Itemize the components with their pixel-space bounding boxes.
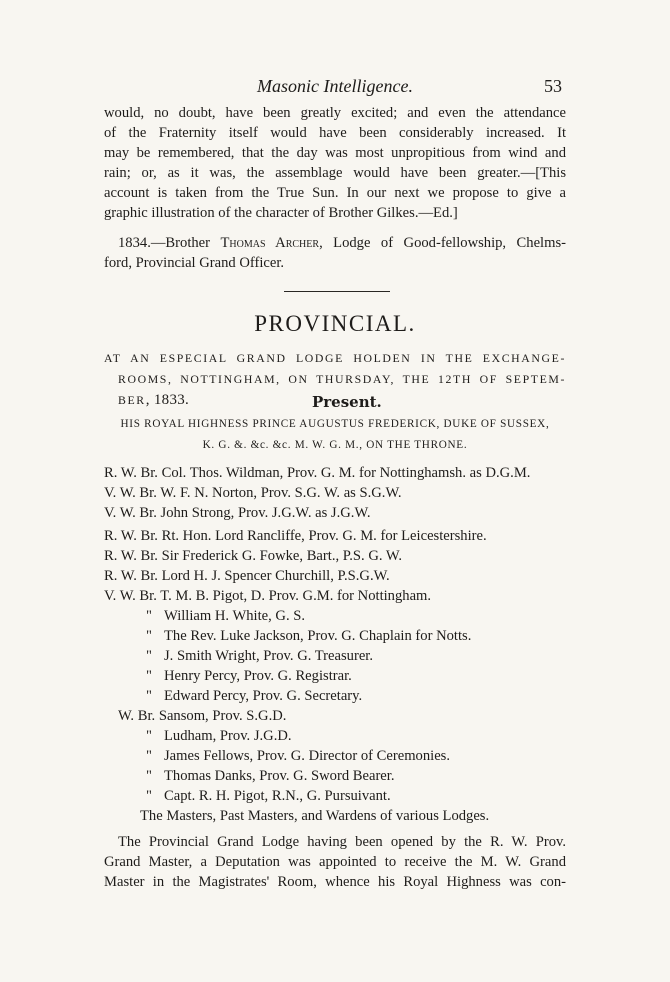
attendee-row — [140, 806, 489, 826]
subheading-line: ROOMS, NOTTINGHAM, ON THURSDAY, THE 12TH OF SEPTEM- — [118, 372, 566, 386]
subheading-month: BER — [118, 393, 146, 407]
attendee-text: Sir Frederick G. Fowke, Bart., P.S. G. W. — [161, 548, 402, 564]
attendee-row — [104, 566, 390, 586]
attendee-text: Edward Percy, Prov. G. Secretary. — [164, 688, 363, 704]
present-label: Present. — [312, 393, 382, 411]
ditto-mark: " — [146, 688, 152, 704]
attendee-row — [104, 546, 402, 566]
page-number: 53 — [544, 76, 562, 96]
ditto-mark: " — [146, 748, 152, 764]
attendee-row — [134, 766, 395, 786]
text-line: Master in the Magistrates' Room, whence his Royal Highness was con- — [104, 874, 566, 890]
closing-paragraph — [104, 832, 566, 892]
text-line — [104, 233, 566, 253]
attendee-text: William H. White, G. S. — [164, 608, 306, 624]
attendee-prefix: V. W. Br. — [104, 505, 157, 521]
attendee-row — [134, 606, 305, 626]
subheading-year: , 1833. — [145, 392, 190, 408]
section-title: PROVINCIAL. — [254, 311, 416, 336]
attendee-row — [104, 463, 530, 483]
attendee-row — [134, 646, 373, 666]
ditto-mark: " — [146, 608, 152, 624]
text-line: may be remembered, that the day was most unpropitious from wind and — [104, 145, 566, 161]
attendee-row — [134, 626, 471, 646]
section-divider — [284, 291, 390, 292]
obituary-prefix: 1834.—Brother — [118, 235, 221, 251]
attendee-text: Lord H. J. Spencer Churchill, P.S.G.W. — [161, 568, 390, 584]
attendee-text: The Rev. Luke Jackson, Prov. G. Chaplain for Notts. — [164, 628, 472, 644]
attendee-text: Henry Percy, Prov. G. Registrar. — [164, 668, 352, 684]
attendee-row — [134, 746, 450, 766]
attendee-prefix: R. W. Br. — [104, 568, 158, 584]
attendee-prefix: V. W. Br. — [104, 588, 157, 604]
text-line: account is taken from the True Sun. In our next we propose to give a — [104, 185, 566, 201]
attendee-text: Thomas Danks, Prov. G. Sword Bearer. — [164, 768, 395, 784]
attendee-text: Sansom, Prov. S.G.D. — [158, 708, 287, 724]
obituary-name: Thomas Archer — [220, 235, 320, 251]
attendee-text: Capt. R. H. Pigot, R.N., G. Pursuivant. — [164, 788, 391, 804]
attendee-row — [134, 726, 292, 746]
attendee-row — [134, 786, 391, 806]
ditto-mark: " — [146, 788, 152, 804]
attendee-text: J. Smith Wright, Prov. G. Treasurer. — [164, 648, 374, 664]
attendee-row — [118, 706, 286, 726]
text-line: graphic illustration of the character of Brother Gilkes.—Ed.] — [104, 205, 458, 221]
attendee-prefix: R. W. Br. — [104, 528, 158, 544]
attendee-text: Rt. Hon. Lord Rancliffe, Prov. G. M. for Leicestershire. — [161, 528, 487, 544]
text-line: of the Fraternity itself would have been considerably increased. It — [104, 125, 566, 141]
attendee-text: Ludham, Prov. J.G.D. — [164, 728, 292, 744]
running-head — [104, 76, 566, 100]
attendee-row — [134, 666, 352, 686]
attendee-prefix: R. W. Br. — [104, 465, 158, 481]
attendee-prefix: V. W. Br. — [104, 485, 157, 501]
text-line: The Provincial Grand Lodge having been opened by the R. W. Prov. — [118, 834, 566, 850]
obituary-entry — [104, 233, 566, 273]
text-line: ford, Provincial Grand Officer. — [104, 255, 285, 271]
attendee-text: The Masters, Past Masters, and Wardens of various Lodges. — [140, 808, 490, 824]
text-line: would, no doubt, have been greatly excited; and even the attendance — [104, 105, 566, 121]
attendee-row — [104, 526, 487, 546]
ditto-mark: " — [146, 728, 152, 744]
attendee-prefix: R. W. Br. — [104, 548, 158, 564]
ditto-mark: " — [146, 768, 152, 784]
text-line: Grand Master, a Deputation was appointed to receive the M. W. Grand — [104, 854, 566, 870]
ditto-mark: " — [146, 648, 152, 664]
attendee-row — [134, 686, 362, 706]
attendee-text: John Strong, Prov. J.G.W. as J.G.W. — [160, 505, 371, 521]
running-head-title: Masonic Intelligence. — [257, 76, 413, 96]
ditto-mark: " — [146, 668, 152, 684]
attendee-text: James Fellows, Prov. G. Director of Ceremonies. — [164, 748, 451, 764]
royal-line: HIS ROYAL HIGHNESS PRINCE AUGUSTUS FREDERICK, DUKE OF SUSSEX, — [120, 418, 550, 430]
attendee-row — [104, 483, 402, 503]
subheading-line: AT AN ESPECIAL GRAND LODGE HOLDEN IN THE EXCHANGE- — [104, 351, 566, 365]
royal-presence — [110, 414, 560, 456]
ditto-mark: " — [146, 628, 152, 644]
obituary-suffix: , Lodge of Good-fellowship, Chelms- — [319, 235, 566, 251]
royal-line: K. G. &. &c. &c. M. W. G. M., ON THE THRONE. — [202, 439, 468, 451]
attendee-row — [104, 586, 431, 606]
text-line: rain; or, as it was, the assemblage would have been greater.—[This — [104, 165, 566, 181]
attendee-text: W. F. N. Norton, Prov. S.G. W. as S.G.W. — [160, 485, 402, 501]
attendee-text: T. M. B. Pigot, D. Prov. G.M. for Nottingham. — [160, 588, 432, 604]
paragraph-continuation — [104, 103, 566, 223]
attendee-prefix: W. Br. — [118, 708, 156, 724]
attendee-row — [104, 503, 371, 523]
attendee-text: Col. Thos. Wildman, Prov. G. M. for Nottinghamsh. as D.G.M. — [161, 465, 531, 481]
